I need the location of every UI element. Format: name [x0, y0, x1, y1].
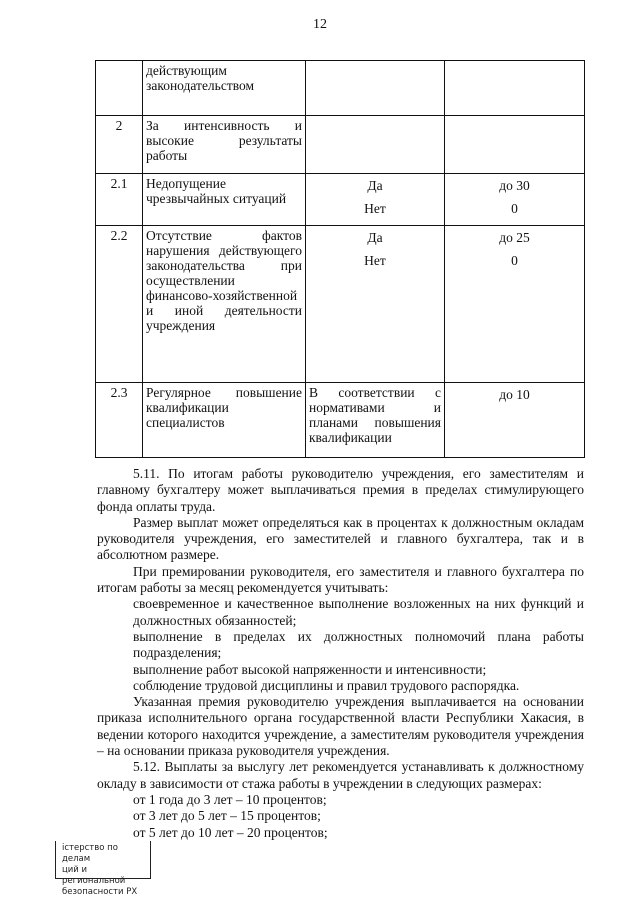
criterion-text: законодательством — [146, 78, 255, 93]
row-number: 2.1 — [96, 174, 143, 226]
condition-text: В соответствии с нормативами и планами повышения квалификации — [309, 385, 441, 445]
allowance-table — [95, 60, 585, 458]
condition-cell — [306, 383, 445, 458]
criterion-name — [143, 226, 306, 383]
row-number: 2.3 — [96, 383, 143, 458]
criteria-item: выполнение работ высокой напряженности и интенсивности; — [133, 661, 487, 677]
criteria-item: выполнение в пределах их должностных полномочий плана работы подразделения; — [133, 628, 584, 661]
paragraph-5-12: 5.12. Выплаты за выслугу лет рекомендуется устанавливать к должностному окладу в зависимости от стажа работы в учреждении в следующих размерах: — [97, 759, 584, 791]
value-cell — [445, 116, 585, 174]
condition-cell — [306, 116, 445, 174]
paragraph-payment-size: Размер выплат может определяться как в процентах к должностным окладам руководителя учреждения, его заместителей и главного бухгалтера, так и в абсолютном размере. — [97, 514, 584, 563]
criteria-item: соблюдение трудовой дисциплины и правил трудового распорядка. — [133, 677, 520, 693]
ministry-stamp — [55, 841, 151, 897]
value-text: до 10 — [499, 387, 530, 402]
stamp-line: ций и региональной — [62, 865, 126, 886]
paragraph-bonus-order: Указанная премия руководителю учреждения выплачивается на основании приказа исполнительного органа государственной власти Республики Хакасия, в ведении которого находится учреждение, а заместителям руководителя учреждения – на основании приказа руководителя учреждения. — [97, 694, 584, 759]
value-text: 0 — [511, 201, 518, 216]
table-row — [96, 61, 585, 116]
value-cell — [445, 174, 585, 226]
value-text: до 25 — [499, 230, 530, 245]
value-cell — [445, 226, 585, 383]
condition-cell — [306, 174, 445, 226]
row-number: 2.2 — [96, 226, 143, 383]
table-row — [96, 174, 585, 226]
table-row — [96, 116, 585, 174]
condition-cell — [306, 61, 445, 116]
condition-text: Нет — [364, 201, 386, 216]
criteria-item: своевременное и качественное выполнение возложенных на них функций и должностных обязанностей; — [133, 596, 584, 628]
page-number: 12 — [313, 17, 327, 32]
row-number — [96, 61, 143, 116]
condition-text: Нет — [364, 253, 386, 268]
criterion-text: действующим — [146, 63, 227, 78]
criterion-name — [143, 174, 306, 226]
criterion-text: Недопущение чрезвычайных ситуаций — [146, 176, 287, 206]
seniority-item: от 1 года до 3 лет – 10 процентов; — [133, 791, 327, 807]
stamp-line: істерство по делам — [62, 843, 118, 864]
criterion-name — [143, 61, 306, 116]
paragraph-5-11: 5.11. По итогам работы руководителю учреждения, его заместителям и главному бухгалтеру может выплачиваться премия в пределах стимулирующего фонда оплаты труда. — [97, 466, 584, 514]
criterion-text: Регулярное повышение квалификации специалистов — [146, 385, 302, 430]
criterion-text: За интенсивность и высокие результаты работы — [146, 118, 302, 163]
condition-text: Да — [367, 178, 383, 193]
condition-text: Да — [367, 230, 383, 245]
seniority-item: от 5 лет до 10 лет – 20 процентов; — [133, 824, 328, 840]
criterion-name — [143, 383, 306, 458]
value-cell — [445, 61, 585, 116]
table-row — [96, 226, 585, 383]
stamp-line: безопасности РХ — [62, 887, 138, 897]
document-body — [97, 466, 584, 841]
value-cell — [445, 383, 585, 458]
condition-cell — [306, 226, 445, 383]
criterion-name — [143, 116, 306, 174]
row-number: 2 — [96, 116, 143, 174]
seniority-item: от 3 лет до 5 лет – 15 процентов; — [133, 808, 321, 824]
criterion-text: Отсутствие фактов нарушения действующего законодательства при осуществлении финансово-хозяйственной и иной деятельности учреждения — [146, 228, 302, 333]
paragraph-bonus-criteria: При премировании руководителя, его заместителя и главного бухгалтера по итогам работы за месяц рекомендуется учитывать: — [97, 563, 584, 596]
value-text: 0 — [511, 253, 518, 268]
value-text: до 30 — [499, 178, 530, 193]
table-row — [96, 383, 585, 458]
